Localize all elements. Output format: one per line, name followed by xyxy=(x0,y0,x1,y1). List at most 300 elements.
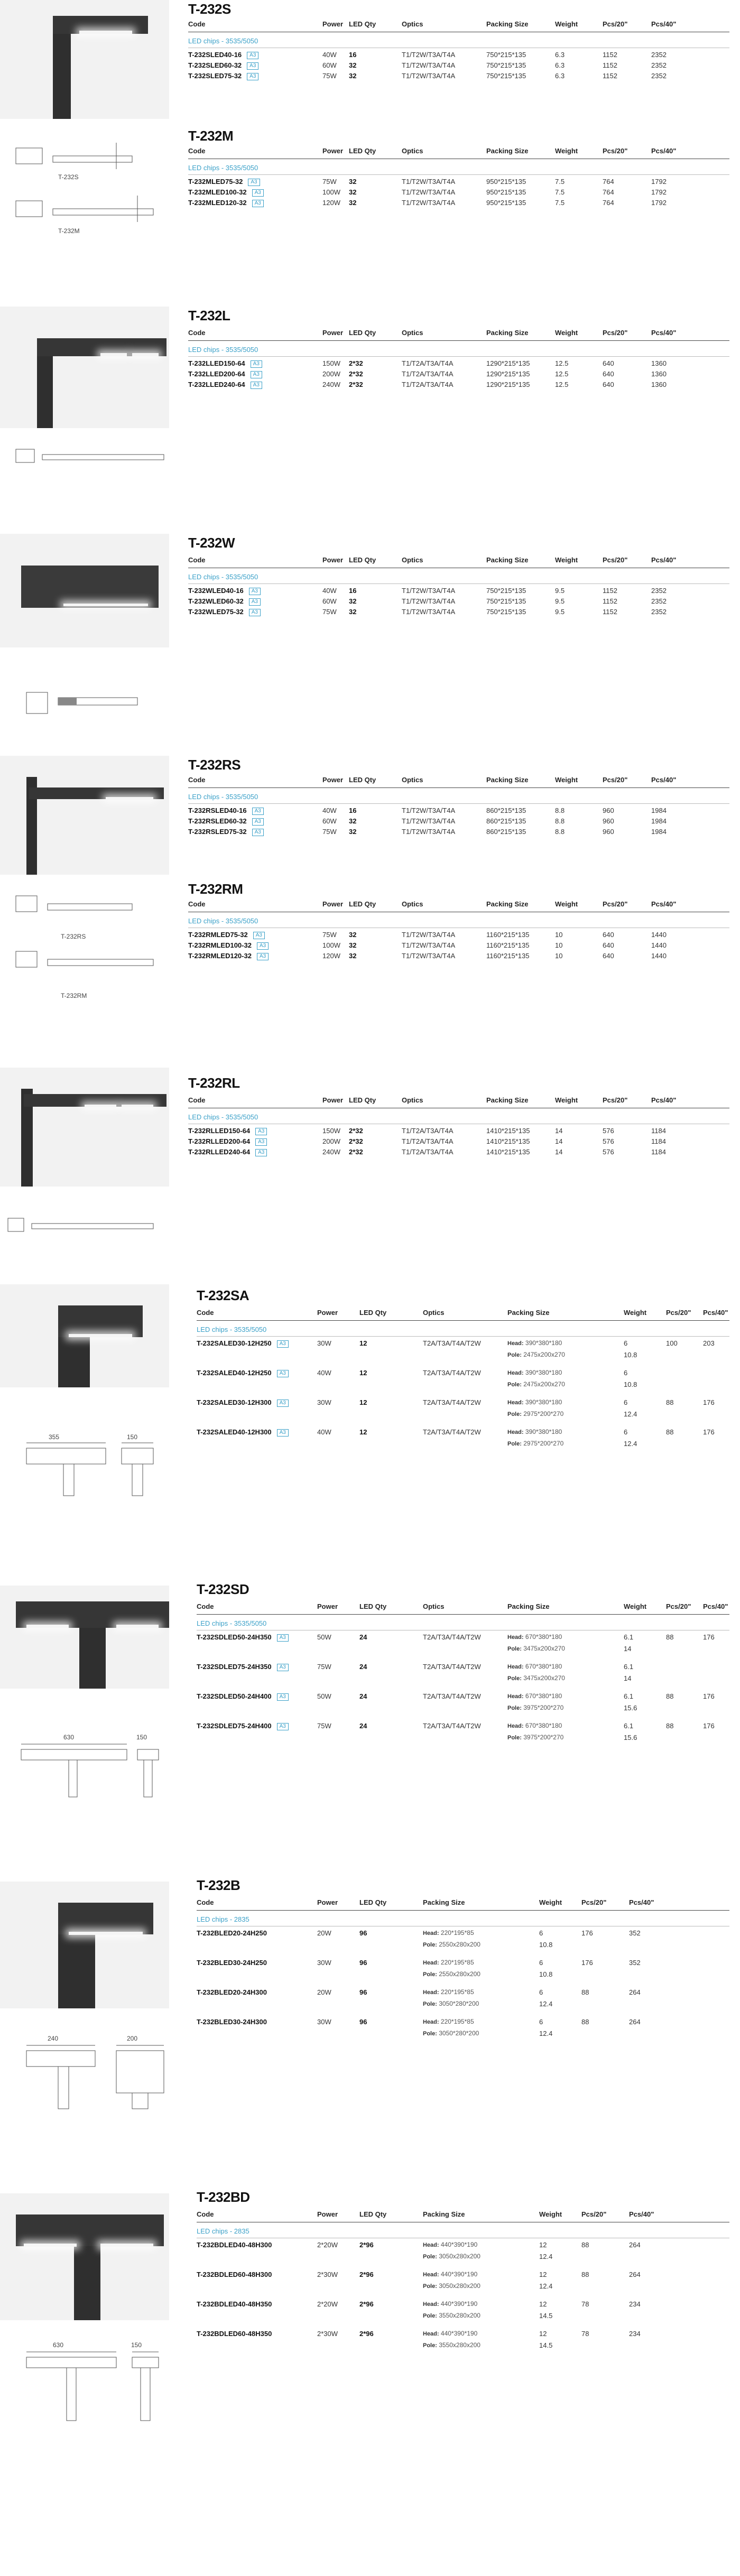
packing-head-value: 390*380*180 xyxy=(523,1428,562,1435)
product-code: T-232SDLED50-24H400 A3 xyxy=(197,1692,289,1701)
efficiency-badge: A3 xyxy=(251,382,262,389)
led-qty-value: 2*96 xyxy=(359,2300,374,2308)
column-header: Packing Size xyxy=(486,147,529,155)
column-header: Power xyxy=(322,556,344,564)
packing-head-value: 670*380*180 xyxy=(523,1722,562,1729)
column-header: Pcs/40" xyxy=(629,1898,654,1906)
led-qty-value: 16 xyxy=(349,587,357,595)
efficiency-badge: A3 xyxy=(249,609,261,616)
efficiency-badge: A3 xyxy=(257,942,269,950)
packing-head-value: 440*390*190 xyxy=(439,2300,478,2308)
table-header xyxy=(0,329,740,341)
packing-head xyxy=(507,1722,562,1729)
pcs-40ft-value: 2352 xyxy=(651,608,667,616)
led-qty-value: 32 xyxy=(349,61,357,69)
power-value: 240W xyxy=(322,381,340,388)
pcs-40ft-value: 2352 xyxy=(651,61,667,69)
table-header xyxy=(0,1309,740,1321)
packing-head-value: 390*380*180 xyxy=(523,1398,562,1406)
efficiency-badge: A3 xyxy=(249,588,261,595)
column-header: LED Qty xyxy=(349,900,376,908)
packing-pole xyxy=(423,1941,480,1948)
packing-head-label: Head: xyxy=(423,2019,439,2025)
optics-value: T1/T2W/T3A/T4A xyxy=(402,931,456,939)
product-section-t232s xyxy=(0,0,740,132)
packing-pole-value: 3975*200*270 xyxy=(521,1734,564,1741)
product-code: T-232RSLED40-16 A3 xyxy=(188,807,264,815)
pcs-20ft-value: 640 xyxy=(603,359,614,367)
table-row xyxy=(0,2271,740,2290)
pcs-20ft-value: 764 xyxy=(603,199,614,207)
column-header: LED Qty xyxy=(359,1602,387,1610)
pcs-40ft-value: 1984 xyxy=(651,817,667,825)
power-value: 20W xyxy=(317,1988,331,1996)
power-value: 100W xyxy=(322,188,340,196)
packing-pole xyxy=(423,2312,480,2319)
packing-head-value: 670*380*180 xyxy=(523,1692,562,1700)
dimension-label: 150 xyxy=(131,2341,142,2349)
product-title: T-232L xyxy=(188,308,230,323)
table-row xyxy=(0,1428,740,1448)
power-value: 120W xyxy=(322,199,340,207)
packing-pole-label: Pole: xyxy=(507,1352,522,1358)
packing-size-value: 750*215*135 xyxy=(486,597,526,605)
packing-pole-label: Pole: xyxy=(507,1705,522,1711)
weight-value-pole: 10.8 xyxy=(624,1351,637,1359)
weight-value: 6 xyxy=(624,1369,628,1377)
weight-value: 6 xyxy=(624,1339,628,1347)
column-header: Pcs/20" xyxy=(603,900,628,908)
table-header xyxy=(0,776,740,789)
pcs-40ft-value: 2352 xyxy=(651,72,667,80)
packing-head xyxy=(507,1663,562,1670)
pcs-20ft-value: 764 xyxy=(603,178,614,186)
column-header: Pcs/40" xyxy=(651,147,677,155)
pcs-20ft-value: 960 xyxy=(603,807,614,814)
packing-pole-label: Pole: xyxy=(423,2342,437,2349)
packing-pole xyxy=(423,2282,480,2290)
weight-value-pole: 12.4 xyxy=(539,2000,553,2008)
power-value: 100W xyxy=(322,941,340,949)
dimension-label: 630 xyxy=(53,2341,64,2349)
efficiency-badge: A3 xyxy=(277,1370,289,1377)
pcs-40ft-value: 1184 xyxy=(651,1137,666,1145)
packing-pole-label: Pole: xyxy=(423,1971,437,1978)
power-value: 75W xyxy=(317,1663,331,1671)
power-value: 50W xyxy=(317,1633,331,1641)
column-header: Power xyxy=(322,776,344,784)
packing-head-label: Head: xyxy=(423,1960,439,1966)
power-value: 150W xyxy=(322,1127,340,1135)
product-code: T-232BDLED60-48H300 xyxy=(197,2271,272,2278)
weight-value: 6.1 xyxy=(624,1692,634,1700)
packing-head xyxy=(423,2271,477,2278)
dimension-label: 355 xyxy=(49,1433,60,1441)
weight-value-pole: 14.5 xyxy=(539,2312,553,2320)
packing-pole-label: Pole: xyxy=(423,2313,437,2319)
packing-head-value: 670*380*180 xyxy=(523,1633,562,1641)
column-header: Pcs/20" xyxy=(581,1898,607,1906)
packing-head-label: Head: xyxy=(507,1400,524,1406)
column-header: LED Qty xyxy=(349,776,376,784)
led-qty-value: 2*32 xyxy=(349,1127,363,1135)
packing-head-value: 440*390*190 xyxy=(439,2330,478,2337)
table-header xyxy=(0,1602,740,1615)
optics-value: T1/T2W/T3A/T4A xyxy=(402,608,456,616)
table-row xyxy=(0,597,740,608)
packing-head-value: 670*380*180 xyxy=(523,1663,562,1670)
packing-size-value: 750*215*135 xyxy=(486,608,526,616)
packing-size-value: 950*215*135 xyxy=(486,178,526,186)
weight-value-pole: 12.4 xyxy=(624,1440,637,1448)
product-code: T-232RMLED75-32 A3 xyxy=(188,931,265,939)
pcs-20ft-value: 640 xyxy=(603,941,614,949)
led-chips-note: LED chips - 3535/5050 xyxy=(188,793,258,801)
table-row xyxy=(0,1127,740,1137)
packing-head xyxy=(423,2018,474,2025)
pcs-20ft-value: 640 xyxy=(603,370,614,378)
power-value: 2*30W xyxy=(317,2330,338,2338)
product-code: T-232SDLED75-24H400 A3 xyxy=(197,1722,289,1730)
led-qty-value: 32 xyxy=(349,178,357,186)
packing-pole xyxy=(507,1440,563,1447)
weight-value: 6.1 xyxy=(624,1722,634,1730)
dimension-drawing xyxy=(11,441,169,468)
header-divider xyxy=(197,1910,729,1911)
table-row xyxy=(0,828,740,838)
packing-pole xyxy=(423,2253,480,2260)
power-value: 2*20W xyxy=(317,2241,338,2249)
led-qty-value: 2*96 xyxy=(359,2330,374,2338)
product-code: T-232SLED40-16 A3 xyxy=(188,51,258,59)
packing-head xyxy=(423,1959,474,1966)
weight-value: 10 xyxy=(555,931,563,939)
power-value: 2*20W xyxy=(317,2300,338,2308)
packing-head xyxy=(507,1398,562,1406)
column-header: Pcs/20" xyxy=(603,776,628,784)
product-title: T-232SD xyxy=(197,1581,249,1597)
pcs-40ft-value: 1440 xyxy=(651,931,667,939)
packing-head-value: 390*380*180 xyxy=(523,1369,562,1376)
product-code: T-232WLED40-16 A3 xyxy=(188,587,261,595)
optics-value: T2A/T3A/T4A/T2W xyxy=(423,1663,481,1671)
weight-value: 9.5 xyxy=(555,587,565,595)
product-code: T-232MLED120-32 A3 xyxy=(188,199,264,207)
table-header xyxy=(0,900,740,913)
table-row xyxy=(0,1959,740,1978)
packing-head xyxy=(423,1988,474,1996)
table-row xyxy=(0,941,740,952)
led-qty-value: 2*32 xyxy=(349,1148,363,1156)
product-code: T-232LLED240-64 A3 xyxy=(188,381,262,389)
pcs-40ft-value: 1792 xyxy=(651,188,667,196)
led-qty-value: 32 xyxy=(349,608,357,616)
product-code: T-232BLED30-24H300 xyxy=(197,2018,267,2026)
packing-head-label: Head: xyxy=(423,1930,439,1936)
led-qty-value: 16 xyxy=(349,807,357,814)
pcs-20ft-value: 88 xyxy=(581,1988,589,1996)
weight-value: 14 xyxy=(555,1148,563,1156)
packing-pole-value: 2975*200*270 xyxy=(521,1440,564,1447)
pcs-20ft-value: 960 xyxy=(603,817,614,825)
dimension-drawing xyxy=(11,2040,169,2119)
led-qty-value: 2*32 xyxy=(349,381,363,388)
weight-value-pole: 12.4 xyxy=(539,2282,553,2290)
packing-pole-value: 3550x280x200 xyxy=(437,2312,480,2319)
pcs-20ft-value: 576 xyxy=(603,1127,614,1135)
power-value: 60W xyxy=(322,597,337,605)
table-row xyxy=(0,1692,740,1712)
table-row xyxy=(0,931,740,941)
dimension-drawing xyxy=(5,1210,164,1237)
packing-size-value: 750*215*135 xyxy=(486,61,526,69)
column-header: Packing Size xyxy=(486,900,529,908)
column-header: Packing Size xyxy=(486,20,529,28)
product-code: T-232SALED40-12H250 A3 xyxy=(197,1369,289,1377)
packing-pole xyxy=(423,2030,479,2037)
pcs-40ft-value: 234 xyxy=(629,2300,641,2308)
power-value: 60W xyxy=(322,61,337,69)
led-qty-value: 24 xyxy=(359,1692,367,1700)
optics-value: T1/T2W/T3A/T4A xyxy=(402,587,456,595)
power-value: 75W xyxy=(322,931,337,939)
column-header: Pcs/20" xyxy=(603,329,628,337)
column-header: Pcs/20" xyxy=(603,556,628,564)
chips-divider xyxy=(188,803,729,804)
weight-value: 7.5 xyxy=(555,188,565,196)
packing-pole-value: 3550x280x200 xyxy=(437,2341,480,2349)
optics-value: T1/T2A/T3A/T4A xyxy=(402,370,454,378)
product-code: T-232BLED20-24H250 xyxy=(197,1929,267,1937)
pcs-40ft-value: 1360 xyxy=(651,370,667,378)
pcs-40ft-value: 1792 xyxy=(651,178,667,186)
efficiency-badge: A3 xyxy=(252,200,264,207)
led-chips-note: LED chips - 3535/5050 xyxy=(188,164,258,172)
table-row xyxy=(0,1929,740,1949)
led-chips-note: LED chips - 3535/5050 xyxy=(188,917,258,925)
pcs-20ft-value: 1152 xyxy=(603,61,617,69)
packing-pole-label: Pole: xyxy=(507,1411,522,1417)
packing-size-value: 1160*215*135 xyxy=(486,931,530,939)
pcs-20ft-value: 764 xyxy=(603,188,614,196)
optics-value: T2A/T3A/T4A/T2W xyxy=(423,1369,481,1377)
weight-value: 8.8 xyxy=(555,828,565,836)
led-qty-value: 32 xyxy=(349,188,357,196)
efficiency-badge: A3 xyxy=(277,1429,289,1437)
packing-pole-value: 2550x280x200 xyxy=(437,1941,480,1948)
table-row xyxy=(0,359,740,370)
table-row xyxy=(0,1633,740,1653)
column-header: Pcs/20" xyxy=(603,147,628,155)
drawing-label: T-232RM xyxy=(61,992,87,999)
power-value: 150W xyxy=(322,359,340,367)
packing-head-value: 390*380*180 xyxy=(523,1339,562,1347)
optics-value: T1/T2A/T3A/T4A xyxy=(402,1137,454,1145)
optics-value: T2A/T3A/T4A/T2W xyxy=(423,1398,481,1406)
efficiency-badge: A3 xyxy=(277,1693,289,1701)
table-row xyxy=(0,1988,740,2008)
pcs-40ft-value: 1360 xyxy=(651,381,667,388)
power-value: 20W xyxy=(317,1929,331,1937)
weight-value: 6 xyxy=(624,1398,628,1406)
optics-value: T1/T2W/T3A/T4A xyxy=(402,817,456,825)
product-code: T-232RMLED100-32 A3 xyxy=(188,941,269,950)
product-section-t232b xyxy=(0,1876,740,2172)
led-qty-value: 32 xyxy=(349,941,357,949)
optics-value: T1/T2A/T3A/T4A xyxy=(402,1127,454,1135)
efficiency-badge: A3 xyxy=(252,829,264,836)
optics-value: T1/T2A/T3A/T4A xyxy=(402,381,454,388)
optics-value: T1/T2W/T3A/T4A xyxy=(402,188,456,196)
column-header: Power xyxy=(322,900,344,908)
led-qty-value: 32 xyxy=(349,597,357,605)
weight-value: 9.5 xyxy=(555,597,565,605)
product-code: T-232MLED75-32 A3 xyxy=(188,178,260,186)
packing-head-label: Head: xyxy=(423,2331,439,2337)
efficiency-badge: A3 xyxy=(255,1138,267,1146)
pcs-40ft-value: 1360 xyxy=(651,359,667,367)
led-qty-value: 96 xyxy=(359,1988,367,1996)
column-header: Packing Size xyxy=(486,556,529,564)
optics-value: T1/T2W/T3A/T4A xyxy=(402,178,456,186)
power-value: 200W xyxy=(322,370,340,378)
product-section-t232sd xyxy=(0,1580,740,1818)
column-header: Code xyxy=(188,900,206,908)
packing-pole-label: Pole: xyxy=(423,2283,437,2290)
weight-value-pole: 10.8 xyxy=(539,1941,553,1949)
packing-pole-value: 3475x200x270 xyxy=(521,1645,565,1652)
efficiency-badge: A3 xyxy=(277,1634,289,1642)
led-chips-note: LED chips - 3535/5050 xyxy=(188,346,258,354)
product-code: T-232SDLED75-24H350 A3 xyxy=(197,1663,289,1671)
packing-pole-value: 2975*200*270 xyxy=(521,1410,564,1417)
packing-size-value: 1410*215*135 xyxy=(486,1148,530,1156)
column-header: Power xyxy=(317,2210,338,2218)
packing-head-label: Head: xyxy=(507,1723,524,1729)
packing-head-value: 220*195*85 xyxy=(439,1929,474,1936)
column-header: LED Qty xyxy=(359,1898,387,1906)
power-value: 30W xyxy=(317,1339,331,1347)
efficiency-badge: A3 xyxy=(251,360,262,368)
table-row xyxy=(0,2241,740,2260)
optics-value: T1/T2W/T3A/T4A xyxy=(402,72,456,80)
efficiency-badge: A3 xyxy=(248,179,260,186)
column-header: LED Qty xyxy=(349,329,376,337)
pcs-20ft-value: 176 xyxy=(581,1929,593,1937)
table-row xyxy=(0,587,740,597)
pcs-20ft-value: 640 xyxy=(603,381,614,388)
column-header: Power xyxy=(317,1898,338,1906)
table-header xyxy=(0,1898,740,1911)
pcs-20ft-value: 640 xyxy=(603,931,614,939)
column-header: Power xyxy=(322,20,344,28)
column-header: Optics xyxy=(402,147,423,155)
pcs-20ft-value: 1152 xyxy=(603,72,617,80)
column-header: Weight xyxy=(555,900,578,908)
packing-head-label: Head: xyxy=(423,1989,439,1996)
column-header: Code xyxy=(188,556,206,564)
efficiency-badge: A3 xyxy=(253,932,265,939)
optics-value: T1/T2W/T3A/T4A xyxy=(402,51,456,59)
column-header: Optics xyxy=(402,776,423,784)
optics-value: T1/T2A/T3A/T4A xyxy=(402,1148,454,1156)
pcs-40ft-value: 352 xyxy=(629,1959,641,1967)
weight-value: 12 xyxy=(539,2271,547,2278)
packing-pole xyxy=(507,1674,565,1682)
pcs-40ft-value: 2352 xyxy=(651,51,667,59)
pcs-20ft-value: 1152 xyxy=(603,587,617,595)
power-value: 75W xyxy=(322,178,337,186)
packing-head xyxy=(423,2330,477,2337)
efficiency-badge: A3 xyxy=(247,52,258,59)
column-header: Weight xyxy=(555,556,578,564)
led-qty-value: 2*32 xyxy=(349,370,363,378)
efficiency-badge: A3 xyxy=(277,1340,289,1348)
led-qty-value: 2*96 xyxy=(359,2271,374,2278)
column-header: Power xyxy=(322,1096,344,1104)
packing-head-label: Head: xyxy=(423,2272,439,2278)
pcs-20ft-value: 88 xyxy=(666,1398,674,1406)
power-value: 75W xyxy=(322,72,337,80)
table-row xyxy=(0,1148,740,1159)
column-header: Optics xyxy=(402,900,423,908)
led-qty-value: 16 xyxy=(349,51,357,59)
column-header: Weight xyxy=(539,2210,562,2218)
column-header: Packing Size xyxy=(507,1309,550,1317)
packing-pole-value: 2550x280x200 xyxy=(437,1970,480,1978)
weight-value-pole: 10.8 xyxy=(624,1380,637,1388)
product-section-t232rl xyxy=(0,1068,740,1242)
product-title: T-232M xyxy=(188,128,234,144)
table-header xyxy=(0,20,740,33)
optics-value: T1/T2W/T3A/T4A xyxy=(402,597,456,605)
led-qty-value: 2*96 xyxy=(359,2241,374,2249)
drawing-label: T-232RS xyxy=(61,933,86,940)
weight-value-pole: 15.6 xyxy=(624,1704,637,1712)
packing-head xyxy=(507,1428,562,1435)
table-row xyxy=(0,61,740,72)
weight-value: 6 xyxy=(624,1428,628,1436)
column-header: Code xyxy=(188,20,206,28)
packing-pole xyxy=(423,2000,479,2007)
led-chips-note: LED chips - 3535/5050 xyxy=(197,1619,267,1627)
packing-head-label: Head: xyxy=(423,2301,439,2308)
column-header: Packing Size xyxy=(486,1096,529,1104)
table-row xyxy=(0,381,740,391)
column-header: LED Qty xyxy=(349,147,376,155)
product-code: T-232BDLED40-48H300 xyxy=(197,2241,272,2249)
weight-value: 9.5 xyxy=(555,608,565,616)
weight-value-pole: 10.8 xyxy=(539,1970,553,1978)
column-header: Code xyxy=(197,1309,214,1317)
product-code: T-232SALED30-12H250 A3 xyxy=(197,1339,289,1348)
table-row xyxy=(0,952,740,962)
product-code: T-232SDLED50-24H350 A3 xyxy=(197,1633,289,1642)
efficiency-badge: A3 xyxy=(257,953,269,960)
packing-size-value: 1290*215*135 xyxy=(486,359,530,367)
efficiency-badge: A3 xyxy=(277,1723,289,1730)
product-title: T-232RL xyxy=(188,1075,240,1091)
pcs-20ft-value: 1152 xyxy=(603,597,617,605)
packing-head-value: 220*195*85 xyxy=(439,2018,474,2025)
packing-head-label: Head: xyxy=(507,1664,524,1670)
led-qty-value: 24 xyxy=(359,1722,367,1730)
power-value: 75W xyxy=(317,1722,331,1730)
packing-pole xyxy=(507,1645,565,1652)
table-row xyxy=(0,817,740,828)
column-header: Packing Size xyxy=(423,1898,465,1906)
weight-value: 6.3 xyxy=(555,61,565,69)
